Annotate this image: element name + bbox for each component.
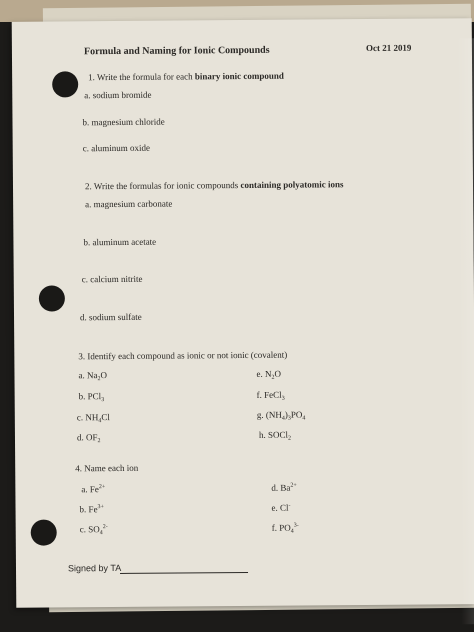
binder-hole-top — [52, 71, 78, 97]
question-2-item-b: b. aluminum acetate — [83, 236, 157, 248]
question-4-item-f: f. $PO_4^{3-}$ — [271, 522, 299, 535]
signed-by-ta-label: Signed by TA — [67, 562, 122, 574]
question-2-prompt: 2. Write the formulas for ionic compounds containing polyatomic ions — [84, 179, 344, 192]
question-4-item-a: a. $Fe^{2+}$ — [81, 484, 106, 495]
question-1-item-a: a. sodium bromide — [84, 89, 152, 101]
question-3-item-d: d. $OF_2$ — [76, 432, 101, 445]
worksheet-page — [12, 18, 474, 608]
binder-hole-middle — [39, 285, 65, 311]
question-2-item-a: a. magnesium carbonate — [85, 198, 173, 210]
question-4-item-e: e. Cl- — [271, 502, 291, 513]
signature-line[interactable] — [120, 572, 248, 574]
question-4-item-c: c. $SO_4^{2-}$ — [79, 524, 108, 537]
question-1-prompt: 1. Write the formula for each binary ionic compound — [88, 70, 284, 83]
paper-sheen — [457, 38, 474, 624]
question-3-item-c: c. $NH_4Cl$ — [76, 412, 110, 425]
question-3-item-h: h. SOCl$_2$ — [258, 429, 292, 442]
worksheet-date: Oct 21 2019 — [365, 42, 412, 54]
question-1-item-c: c. aluminum oxide — [82, 142, 150, 154]
question-4-item-b: b. $Fe^{3+}$ — [79, 504, 104, 515]
binder-hole-bottom — [31, 519, 57, 545]
question-1-item-b: b. magnesium chloride — [82, 116, 165, 128]
question-4-item-d: d. $Ba^{2+}$ — [271, 482, 297, 493]
question-4-prompt: 4. Name each ion — [75, 462, 139, 474]
question-3-item-b: b. PCl$_3$ — [78, 391, 105, 404]
question-3-item-g: g. $(NH_4)_3PO_4$ — [256, 409, 306, 422]
question-2-item-d: d. sodium sulfate — [79, 311, 142, 323]
question-3-item-f: f. FeCl$_3$ — [256, 389, 285, 402]
question-3-item-a: a. $Na_2O$ — [78, 370, 108, 383]
question-2-item-c: c. calcium nitrite — [81, 273, 143, 285]
question-3-item-e: e. $N_2O$ — [256, 368, 282, 381]
question-3-prompt: 3. Identify each compound as ionic or not ionic (covalent) — [78, 349, 288, 362]
worksheet-title: Formula and Naming for Ionic Compounds — [83, 44, 270, 58]
